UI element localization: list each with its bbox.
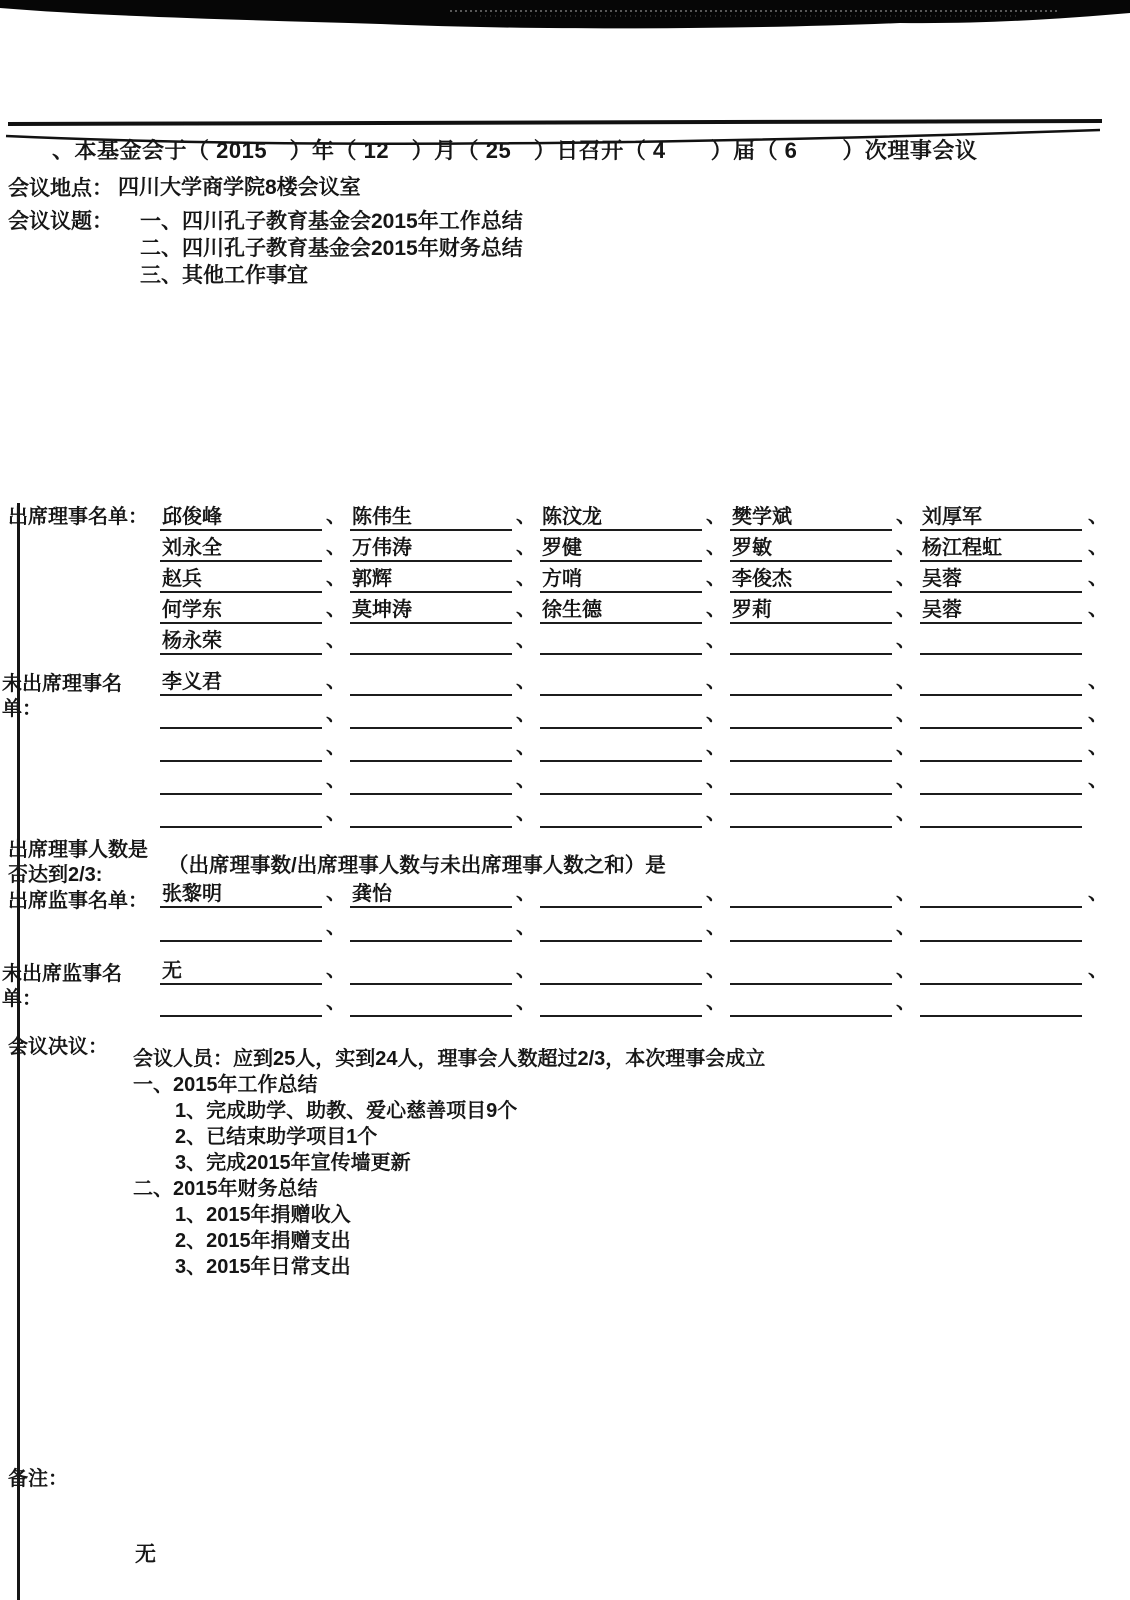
topic-item: 三、其他工作事宜 (140, 264, 308, 287)
empty-name-slot (920, 983, 1082, 985)
form-row (160, 696, 1108, 729)
enum-comma-mark: 、 (326, 505, 346, 527)
enum-comma-mark: 、 (896, 703, 916, 725)
enum-comma-mark: 、 (326, 959, 346, 981)
empty-name-slot (540, 906, 702, 908)
empty-name-slot (350, 760, 512, 762)
enum-comma-mark: 、 (326, 802, 346, 824)
remarks-label: 备注： (8, 1468, 68, 1490)
empty-name-slot (920, 727, 1082, 729)
enum-comma-mark: 、 (706, 598, 726, 620)
empty-name-slot (350, 793, 512, 795)
meeting-opening-line: 、本基金会于（ 2015 ）年（ 12 ）月（ 25 ）日召开（ 4 ）届（ 6 ）次理事会议 (52, 138, 978, 163)
name-slot: 吴蓉 (920, 598, 1082, 624)
empty-name-slot (920, 826, 1082, 828)
enum-comma-mark: 、 (1088, 736, 1108, 758)
empty-name-slot (160, 793, 322, 795)
name-slot: 徐生德 (540, 598, 702, 624)
empty-name-slot (350, 653, 512, 655)
topic-item: 一、四川孔子教育基金会2015年工作总结 (140, 210, 523, 233)
empty-name-slot (920, 1015, 1082, 1017)
empty-name-slot (730, 727, 892, 729)
empty-name-slot (540, 983, 702, 985)
empty-name-slot (160, 727, 322, 729)
empty-name-slot (350, 1015, 512, 1017)
resolution-label: 会议决议： (8, 1036, 108, 1058)
enum-comma-mark: 、 (516, 991, 536, 1013)
enum-comma-mark: 、 (706, 802, 726, 824)
empty-name-slot (350, 940, 512, 942)
resolution-line: 二、2015年财务总结 (133, 1178, 318, 1200)
empty-name-slot (540, 1015, 702, 1017)
enum-comma-mark: 、 (1088, 567, 1108, 589)
name-slot: 赵兵 (160, 567, 322, 593)
enum-comma-mark: 、 (1088, 769, 1108, 791)
name-slot: 杨江程虹 (920, 536, 1082, 562)
name-slot: 莫坤涛 (350, 598, 512, 624)
quorum-label: 出席理事人数是否达到2/3: (8, 839, 148, 886)
form-row (160, 663, 1108, 696)
topic-item: 二、四川孔子教育基金会2015年财务总结 (140, 237, 523, 260)
form-row (160, 908, 1108, 942)
form-row (160, 874, 1108, 908)
enum-comma-mark: 、 (896, 670, 916, 692)
enum-comma-mark: 、 (706, 536, 726, 558)
name-slot: 郭辉 (350, 567, 512, 593)
enum-comma-mark: 、 (706, 916, 726, 938)
attending-supervisors-grid (160, 874, 1108, 942)
enum-comma-mark: 、 (1088, 536, 1108, 558)
resolution-line: 3、完成2015年宣传墙更新 (175, 1152, 411, 1174)
enum-comma-mark: 、 (1088, 598, 1108, 620)
enum-comma-mark: 、 (516, 769, 536, 791)
enum-comma-mark: 、 (516, 505, 536, 527)
enum-comma-mark: 、 (896, 567, 916, 589)
absent-supervisors-label: 未出席监事名单： (2, 963, 122, 1010)
form-row (160, 762, 1108, 795)
enum-comma-mark: 、 (1088, 670, 1108, 692)
enum-comma-mark: 、 (706, 505, 726, 527)
resolution-line: 1、完成助学、助教、爱心慈善项目9个 (175, 1100, 518, 1122)
enum-comma-mark: 、 (516, 916, 536, 938)
enum-comma-mark: 、 (896, 505, 916, 527)
enum-comma-mark: 、 (516, 598, 536, 620)
name-slot: 无 (160, 959, 322, 985)
enum-comma-mark: 、 (896, 882, 916, 904)
enum-comma-mark: 、 (896, 736, 916, 758)
enum-comma-mark: 、 (896, 629, 916, 651)
enum-comma-mark: 、 (516, 959, 536, 981)
enum-comma-mark: 、 (326, 882, 346, 904)
enum-comma-mark: 、 (516, 536, 536, 558)
enum-comma-mark: 、 (326, 769, 346, 791)
enum-comma-mark: 、 (896, 916, 916, 938)
attending-directors-grid (160, 500, 1108, 655)
empty-name-slot (350, 694, 512, 696)
name-slot: 李义君 (160, 670, 322, 696)
name-slot: 张黎明 (160, 882, 322, 908)
enum-comma-mark: 、 (1088, 882, 1108, 904)
empty-name-slot (730, 760, 892, 762)
enum-comma-mark: 、 (326, 703, 346, 725)
enum-comma-mark: 、 (326, 991, 346, 1013)
empty-name-slot (350, 826, 512, 828)
absent-directors-label: 未出席理事名单： (2, 673, 122, 720)
form-row (160, 729, 1108, 762)
empty-name-slot (160, 1015, 322, 1017)
empty-name-slot (540, 940, 702, 942)
empty-name-slot (920, 793, 1082, 795)
enum-comma-mark: 、 (326, 536, 346, 558)
enum-comma-mark: 、 (706, 882, 726, 904)
resolution-line: 2、已结束助学项目1个 (175, 1126, 378, 1148)
enum-comma-mark: 、 (896, 536, 916, 558)
empty-name-slot (730, 983, 892, 985)
empty-name-slot (920, 906, 1082, 908)
enum-comma-mark: 、 (516, 736, 536, 758)
empty-name-slot (920, 760, 1082, 762)
name-slot: 方哨 (540, 567, 702, 593)
name-slot: 罗莉 (730, 598, 892, 624)
enum-comma-mark: 、 (896, 598, 916, 620)
enum-comma-mark: 、 (1088, 703, 1108, 725)
enum-comma-mark: 、 (516, 670, 536, 692)
absent-directors-grid (160, 663, 1108, 828)
resolution-line: 3、2015年日常支出 (175, 1256, 351, 1278)
name-slot: 邱俊峰 (160, 505, 322, 531)
enum-comma-mark: 、 (706, 567, 726, 589)
enum-comma-mark: 、 (326, 629, 346, 651)
form-row (160, 562, 1108, 593)
enum-comma-mark: 、 (516, 567, 536, 589)
name-slot: 龚怡 (350, 882, 512, 908)
empty-name-slot (350, 983, 512, 985)
empty-name-slot (730, 940, 892, 942)
name-slot: 刘永全 (160, 536, 322, 562)
enum-comma-mark: 、 (516, 882, 536, 904)
form-row (160, 500, 1108, 531)
enum-comma-mark: 、 (706, 703, 726, 725)
name-slot: 罗健 (540, 536, 702, 562)
remarks-value: 无 (135, 1543, 156, 1566)
name-slot: 刘厚军 (920, 505, 1082, 531)
enum-comma-mark: 、 (706, 991, 726, 1013)
enum-comma-mark: 、 (1088, 505, 1108, 527)
enum-comma-mark: 、 (706, 959, 726, 981)
name-slot: 万伟涛 (350, 536, 512, 562)
attending-directors-label: 出席理事名单： (8, 506, 148, 528)
empty-name-slot (160, 826, 322, 828)
empty-name-slot (540, 694, 702, 696)
empty-name-slot (540, 826, 702, 828)
empty-name-slot (160, 940, 322, 942)
empty-name-slot (540, 653, 702, 655)
resolution-line: 会议人员：应到25人，实到24人，理事会人数超过2/3，本次理事会成立 (133, 1048, 766, 1070)
enum-comma-mark: 、 (516, 629, 536, 651)
enum-comma-mark: 、 (326, 670, 346, 692)
enum-comma-mark: 、 (326, 598, 346, 620)
form-row (160, 953, 1108, 985)
name-slot: 陈伟生 (350, 505, 512, 531)
empty-name-slot (160, 760, 322, 762)
empty-name-slot (540, 760, 702, 762)
enum-comma-mark: 、 (896, 769, 916, 791)
form-row (160, 795, 1108, 828)
enum-comma-mark: 、 (706, 629, 726, 651)
enum-comma-mark: 、 (896, 959, 916, 981)
scan-artifact-band (0, 0, 1130, 36)
meeting-topics-label: 会议议题： (8, 210, 113, 233)
quorum-value: （出席理事数/出席理事人数与未出席理事人数之和）是 (168, 854, 666, 877)
form-row (160, 593, 1108, 624)
empty-name-slot (730, 1015, 892, 1017)
form-row (160, 531, 1108, 562)
meeting-topics-list (140, 208, 523, 289)
empty-name-slot (730, 793, 892, 795)
empty-name-slot (730, 653, 892, 655)
enum-comma-mark: 、 (516, 802, 536, 824)
absent-supervisors-grid (160, 953, 1108, 1017)
name-slot: 吴蓉 (920, 567, 1082, 593)
enum-comma-mark: 、 (326, 916, 346, 938)
form-row (160, 985, 1108, 1017)
empty-name-slot (730, 906, 892, 908)
enum-comma-mark: 、 (706, 769, 726, 791)
attending-supervisors-label: 出席监事名单： (8, 890, 148, 912)
resolution-line: 1、2015年捐赠收入 (175, 1204, 351, 1226)
enum-comma-mark: 、 (896, 991, 916, 1013)
form-row (160, 624, 1108, 655)
resolution-line: 2、2015年捐赠支出 (175, 1230, 351, 1252)
name-slot: 陈汶龙 (540, 505, 702, 531)
meeting-location-label: 会议地点： (8, 177, 113, 200)
enum-comma-mark: 、 (1088, 959, 1108, 981)
name-slot: 李俊杰 (730, 567, 892, 593)
name-slot: 罗敏 (730, 536, 892, 562)
resolution-line: 一、2015年工作总结 (133, 1074, 318, 1096)
empty-name-slot (540, 727, 702, 729)
empty-name-slot (730, 826, 892, 828)
empty-name-slot (920, 940, 1082, 942)
enum-comma-mark: 、 (326, 567, 346, 589)
name-slot: 樊学斌 (730, 505, 892, 531)
enum-comma-mark: 、 (706, 670, 726, 692)
meeting-location-value: 四川大学商学院8楼会议室 (118, 176, 361, 199)
empty-name-slot (350, 727, 512, 729)
resolution-lines (133, 1046, 765, 1280)
empty-name-slot (730, 694, 892, 696)
empty-name-slot (920, 694, 1082, 696)
enum-comma-mark: 、 (896, 802, 916, 824)
empty-name-slot (920, 653, 1082, 655)
name-slot: 杨永荣 (160, 629, 322, 655)
enum-comma-mark: 、 (516, 703, 536, 725)
name-slot: 何学东 (160, 598, 322, 624)
enum-comma-mark: 、 (706, 736, 726, 758)
enum-comma-mark: 、 (326, 736, 346, 758)
empty-name-slot (540, 793, 702, 795)
